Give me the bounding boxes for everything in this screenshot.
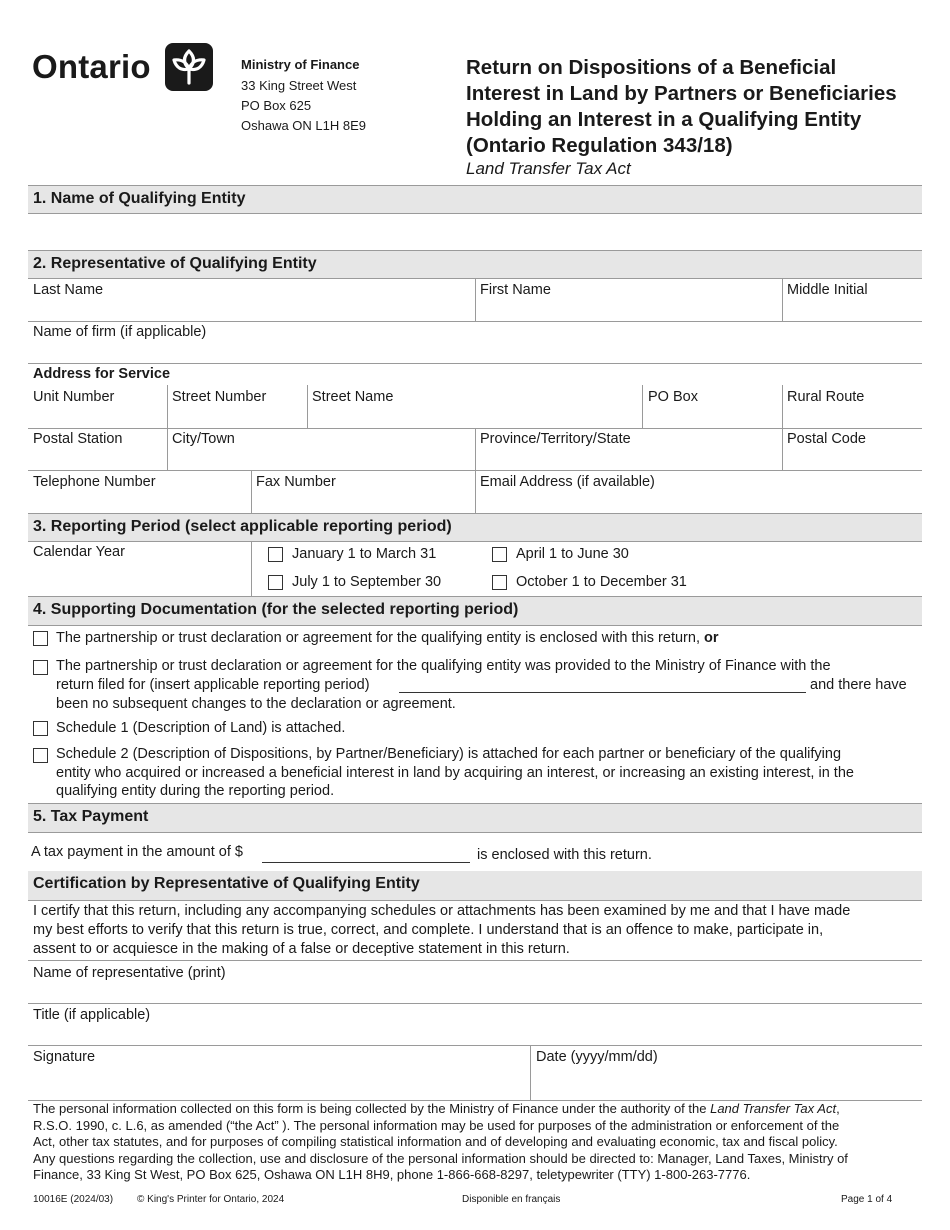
email-label: Email Address (if available) xyxy=(480,474,655,490)
copyright: © King's Printer for Ontario, 2024 xyxy=(137,1194,285,1205)
title-line: Holding an Interest in a Qualifying Entity xyxy=(466,108,862,131)
section-1-heading: 1. Name of Qualifying Entity xyxy=(28,185,922,214)
address-for-service-label: Address for Service xyxy=(33,366,171,382)
street-name-input[interactable] xyxy=(308,385,642,428)
middle-initial-label: Middle Initial xyxy=(787,282,868,298)
postal-station-input[interactable] xyxy=(28,429,167,470)
date-input[interactable] xyxy=(531,1046,922,1100)
doc-provided-text: and there have xyxy=(810,677,907,693)
middle-initial-input[interactable] xyxy=(783,279,922,321)
rural-route-label: Rural Route xyxy=(787,389,865,405)
po-box-input[interactable] xyxy=(643,385,782,428)
schedule2-text: qualifying entity during the reporting period. xyxy=(56,783,335,799)
privacy-text: Act, other tax statutes, and for purposes of compiling statistical information and of developing and evaluating economic, tax and fiscal policy. xyxy=(33,1134,838,1149)
ontario-logo-text: Ontario xyxy=(32,48,151,85)
address-line: PO Box 625 xyxy=(241,98,312,113)
q1-label: January 1 to March 31 xyxy=(292,546,437,562)
doc-provided-text: been no subsequent changes to the declaration or agreement. xyxy=(56,696,456,712)
certification-text: my best efforts to verify that this return is true, correct, and complete. I understand that is an offence to make, participate in, xyxy=(33,922,824,938)
address-line: 33 King Street West xyxy=(241,78,357,93)
certification-text: assent to or acquiesce in the making of a false or deceptive statement in this return. xyxy=(33,941,570,957)
schedule1-checkbox[interactable] xyxy=(33,721,48,736)
title-line: (Ontario Regulation 343/18) xyxy=(466,134,733,157)
schedule1-text: Schedule 1 (Description of Land) is attached. xyxy=(56,720,346,736)
doc-provided-text: The partnership or trust declaration or agreement for the qualifying entity was provided to the Ministry of Finance with the xyxy=(56,658,831,674)
rural-route-input[interactable] xyxy=(783,385,922,428)
section-3-heading: 3. Reporting Period (select applicable reporting period) xyxy=(28,513,922,542)
doc-enclosed-text: The partnership or trust declaration or agreement for the qualifying entity is enclosed with this return, or xyxy=(56,630,719,646)
first-name-input[interactable] xyxy=(476,279,782,321)
postal-station-label: Postal Station xyxy=(33,431,123,447)
certification-text: I certify that this return, including any accompanying schedules or attachments has been examined by me and that I have made xyxy=(33,903,851,919)
telephone-label: Telephone Number xyxy=(33,474,156,490)
firm-name-input[interactable] xyxy=(28,322,922,363)
q3-label: July 1 to September 30 xyxy=(292,574,442,590)
calendar-year-input[interactable] xyxy=(28,543,251,596)
reporting-period-input[interactable] xyxy=(399,692,806,693)
french-availability: Disponible en français xyxy=(462,1194,561,1205)
street-name-label: Street Name xyxy=(312,389,394,405)
postal-code-label: Postal Code xyxy=(787,431,866,447)
certification-heading: Certification by Representative of Qualifying Entity xyxy=(28,871,922,901)
tax-amount-input[interactable] xyxy=(262,862,470,863)
ministry-name: Ministry of Finance xyxy=(241,57,360,72)
title-input[interactable] xyxy=(28,1004,922,1045)
page-number: Page 1 of 4 xyxy=(841,1194,893,1205)
schedule2-checkbox[interactable] xyxy=(33,748,48,763)
postal-code-input[interactable] xyxy=(783,429,922,470)
privacy-text: The personal information collected on this form is being collected by the Ministry of Finance under the authority of the Land Transfer Tax Act, xyxy=(33,1101,840,1116)
q4-label: October 1 to December 31 xyxy=(516,574,687,590)
privacy-text: R.S.O. 1990, c. L.6, as amended (“the Act” ). The personal information may be used for purposes of the administration or enforcement of the xyxy=(33,1118,840,1133)
schedule2-text: Schedule 2 (Description of Dispositions, by Partner/Beneficiary) is attached for each partner or beneficiary of the qualifying xyxy=(56,746,842,762)
signature-label: Signature xyxy=(33,1049,96,1065)
section-4-heading: 4. Supporting Documentation (for the selected reporting period) xyxy=(28,596,922,626)
q3-checkbox[interactable] xyxy=(268,575,283,590)
doc-provided-checkbox[interactable] xyxy=(33,660,48,675)
form-number: 10016E (2024/03) xyxy=(33,1194,114,1205)
q2-label: April 1 to June 30 xyxy=(516,546,629,562)
representative-name-label: Name of representative (print) xyxy=(33,965,226,981)
email-input[interactable] xyxy=(476,471,922,513)
street-number-input[interactable] xyxy=(168,385,307,428)
first-name-label: First Name xyxy=(480,282,551,298)
title-line: Return on Dispositions of a Beneficial xyxy=(466,56,837,79)
title-line: Interest in Land by Partners or Beneficiaries xyxy=(466,82,897,105)
unit-number-label: Unit Number xyxy=(33,389,115,405)
form-subtitle: Land Transfer Tax Act xyxy=(466,159,631,178)
province-input[interactable] xyxy=(476,429,782,470)
telephone-input[interactable] xyxy=(28,471,251,513)
last-name-input[interactable] xyxy=(28,279,475,321)
firm-name-label: Name of firm (if applicable) xyxy=(33,324,207,340)
street-number-label: Street Number xyxy=(172,389,267,405)
ministry-address-block xyxy=(241,55,366,136)
title-label: Title (if applicable) xyxy=(33,1007,151,1023)
doc-enclosed-checkbox[interactable] xyxy=(33,631,48,646)
tax-payment-text: A tax payment in the amount of $ xyxy=(31,844,243,860)
last-name-label: Last Name xyxy=(33,282,104,298)
po-box-label: PO Box xyxy=(648,389,698,405)
section-2-heading: 2. Representative of Qualifying Entity xyxy=(28,250,922,279)
fax-input[interactable] xyxy=(252,471,475,513)
section-5-heading: 5. Tax Payment xyxy=(28,803,922,833)
tax-payment-text: is enclosed with this return. xyxy=(477,847,652,863)
doc-provided-text: return filed for (insert applicable reporting period) xyxy=(56,677,370,693)
q1-checkbox[interactable] xyxy=(268,547,283,562)
signature-field[interactable] xyxy=(28,1046,530,1100)
q4-checkbox[interactable] xyxy=(492,575,507,590)
fax-label: Fax Number xyxy=(256,474,336,490)
calendar-year-label: Calendar Year xyxy=(33,544,125,560)
representative-name-input[interactable] xyxy=(28,961,922,1003)
date-label: Date (yyyy/mm/dd) xyxy=(536,1049,658,1065)
unit-number-input[interactable] xyxy=(28,385,167,428)
ontario-trillium-logo-icon xyxy=(165,43,213,91)
q2-checkbox[interactable] xyxy=(492,547,507,562)
privacy-text: Finance, 33 King St West, PO Box 625, Oshawa ON L1H 8H9, phone 1-866-668-8297, teletypewriter (TTY) 1-800-263-7776. xyxy=(33,1167,751,1182)
privacy-text: Any questions regarding the collection, use and disclosure of the personal information should be directed to: Manager, Land Taxes, Ministry of xyxy=(33,1151,848,1166)
city-label: City/Town xyxy=(172,431,235,447)
schedule2-text: entity who acquired or increased a beneficial interest in land by acquiring an interest, or increasing an existing interest, in the xyxy=(56,765,854,781)
form-title xyxy=(466,55,936,159)
address-line: Oshawa ON L1H 8E9 xyxy=(241,118,367,133)
qualifying-entity-name-field[interactable] xyxy=(28,215,922,250)
province-label: Province/Territory/State xyxy=(480,431,631,447)
city-input[interactable] xyxy=(168,429,475,470)
